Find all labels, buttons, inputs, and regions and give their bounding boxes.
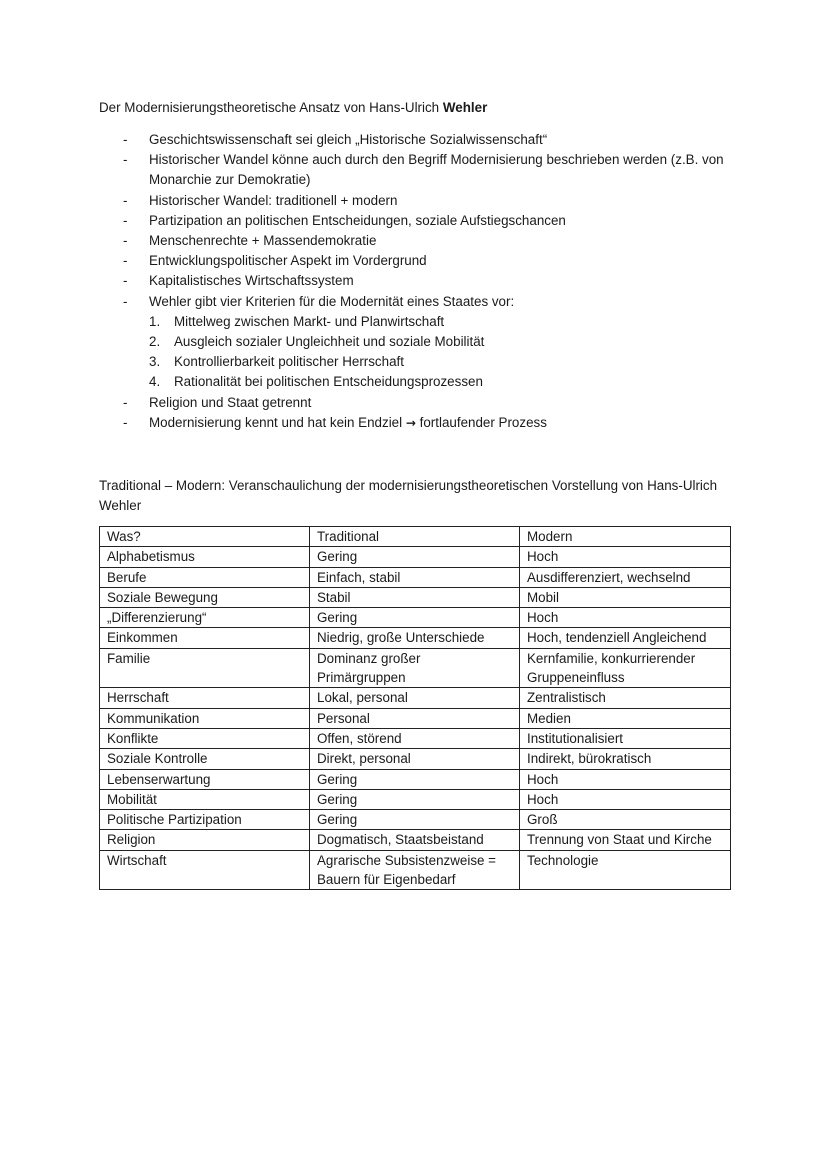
table-cell: Lokal, personal bbox=[310, 688, 520, 708]
criteria-item: 3. Kontrollierbarkeit politischer Herrschaft bbox=[149, 354, 404, 370]
table-cell: Hoch bbox=[520, 789, 731, 809]
bullet-item: - Geschichtswissenschaft sei gleich „Historische Sozialwissenschaft“ bbox=[123, 132, 548, 147]
table-caption: Traditional – Modern: Veranschaulichung der modernisierungstheoretischen Vorstellung von Hans-Ulrich Wehler bbox=[99, 478, 718, 513]
criteria-item: 4. Rationalität bei politischen Entscheidungsprozessen bbox=[149, 374, 483, 390]
table-cell: Technologie bbox=[520, 850, 731, 890]
table-row bbox=[100, 567, 731, 587]
table-cell: Religion bbox=[100, 830, 310, 850]
table-row bbox=[100, 587, 731, 607]
bullet-item: - Kapitalistisches Wirtschaftssystem bbox=[123, 273, 354, 289]
bullet-list bbox=[99, 130, 759, 433]
bullet-item: - Menschenrechte + Massendemokratie bbox=[123, 233, 377, 249]
header-cell-was: Was? bbox=[100, 527, 310, 547]
table-cell: Berufe bbox=[100, 567, 310, 587]
table-row bbox=[100, 547, 731, 567]
table-row bbox=[100, 810, 731, 830]
table-row bbox=[100, 648, 731, 688]
table-cell: Offen, störend bbox=[310, 728, 520, 748]
bullet-item: - Entwicklungspolitischer Aspekt im Vordergrund bbox=[123, 253, 427, 269]
table-cell: Einfach, stabil bbox=[310, 567, 520, 587]
table-cell: Stabil bbox=[310, 587, 520, 607]
table-cell: Trennung von Staat und Kirche bbox=[520, 830, 731, 850]
table-cell: Kommunikation bbox=[100, 708, 310, 728]
table-cell: Medien bbox=[520, 708, 731, 728]
table-cell: Dogmatisch, Staatsbeistand bbox=[310, 830, 520, 850]
table-cell: Gering bbox=[310, 769, 520, 789]
page-title: Der Modernisierungstheoretische Ansatz von Hans-Ulrich Wehler bbox=[99, 100, 488, 115]
table-row bbox=[100, 608, 731, 628]
table-cell: Konflikte bbox=[100, 728, 310, 748]
header-cell-modern: Modern bbox=[520, 527, 731, 547]
table-row bbox=[100, 688, 731, 708]
table-cell: Gering bbox=[310, 789, 520, 809]
bullet-item: - Religion und Staat getrennt bbox=[123, 394, 312, 410]
table-row bbox=[100, 749, 731, 769]
table-cell: Ausdifferenziert, wechselnd bbox=[520, 567, 731, 587]
table-cell: Institutionalisiert bbox=[520, 728, 731, 748]
table-cell: Groß bbox=[520, 810, 731, 830]
table-cell: Hoch, tendenziell Angleichend bbox=[520, 628, 731, 648]
table-row bbox=[100, 728, 731, 748]
table-cell: Mobil bbox=[520, 587, 731, 607]
arrow-right-icon: → bbox=[405, 415, 416, 430]
table-cell: Politische Partizipation bbox=[100, 810, 310, 830]
table-row bbox=[100, 830, 731, 850]
table-row bbox=[100, 789, 731, 809]
table-cell: Agrarische Subsistenzweise = Bauern für Eigenbedarf bbox=[310, 850, 520, 890]
table-cell: Familie bbox=[100, 648, 310, 688]
table-cell: Alphabetismus bbox=[100, 547, 310, 567]
title-bold-name: Wehler bbox=[442, 100, 488, 115]
criteria-item: 1. Mittelweg zwischen Markt- und Planwirtschaft bbox=[149, 313, 445, 329]
table-cell: Kernfamilie, konkurrierender Gruppeneinfluss bbox=[520, 648, 731, 688]
table-cell: Gering bbox=[310, 547, 520, 567]
table-cell: Lebenserwartung bbox=[100, 769, 310, 789]
bullet-item: - Historischer Wandel könne auch durch den Begriff Modernisierung beschrieben werden (z.B. von Monarchie zur Demokratie) bbox=[123, 152, 724, 188]
table-cell: Einkommen bbox=[100, 628, 310, 648]
table-cell: Gering bbox=[310, 608, 520, 628]
table-row bbox=[100, 850, 731, 890]
table-row bbox=[100, 769, 731, 789]
table-row bbox=[100, 628, 731, 648]
table-header-row bbox=[100, 527, 731, 547]
table-cell: Hoch bbox=[520, 547, 731, 567]
bullet-item: - Partizipation an politischen Entscheidungen, soziale Aufstiegschancen bbox=[123, 212, 566, 228]
table-cell: Herrschaft bbox=[100, 688, 310, 708]
comparison-table bbox=[99, 526, 731, 890]
table-cell: Mobilität bbox=[100, 789, 310, 809]
header-cell-traditional: Traditional bbox=[310, 527, 520, 547]
table-cell: Niedrig, große Unterschiede bbox=[310, 628, 520, 648]
table-cell: Soziale Bewegung bbox=[100, 587, 310, 607]
table-cell: Wirtschaft bbox=[100, 850, 310, 890]
table-cell: Hoch bbox=[520, 769, 731, 789]
table-cell: Personal bbox=[310, 708, 520, 728]
bullet-item: - Wehler gibt vier Kriterien für die Modernität eines Staates vor: 1. Mittelweg zwischen Markt- und Planwirtschaft 2. Ausgleich sozialer Ungleichheit und soziale Mobilität 3. Kontrollierbarkeit politischer Herrschaft 4. Rationalität bei politischen Entscheidungsprozessen bbox=[99, 292, 759, 393]
criteria-item: 2. Ausgleich sozialer Ungleichheit und soziale Mobilität bbox=[149, 334, 485, 350]
table-cell: Direkt, personal bbox=[310, 749, 520, 769]
table-cell: Gering bbox=[310, 810, 520, 830]
criteria-list bbox=[149, 312, 759, 393]
table-cell: Indirekt, bürokratisch bbox=[520, 749, 731, 769]
table-cell: Soziale Kontrolle bbox=[100, 749, 310, 769]
table-cell: Dominanz großer Primärgruppen bbox=[310, 648, 520, 688]
table-row bbox=[100, 708, 731, 728]
bullet-item: - Modernisierung kennt und hat kein Endziel → fortlaufender Prozess bbox=[123, 414, 547, 430]
bullet-item: - Historischer Wandel: traditionell + modern bbox=[123, 192, 398, 208]
table-cell: Hoch bbox=[520, 608, 731, 628]
table-cell: Zentralistisch bbox=[520, 688, 731, 708]
table-cell: „Differenzierung“ bbox=[100, 608, 310, 628]
